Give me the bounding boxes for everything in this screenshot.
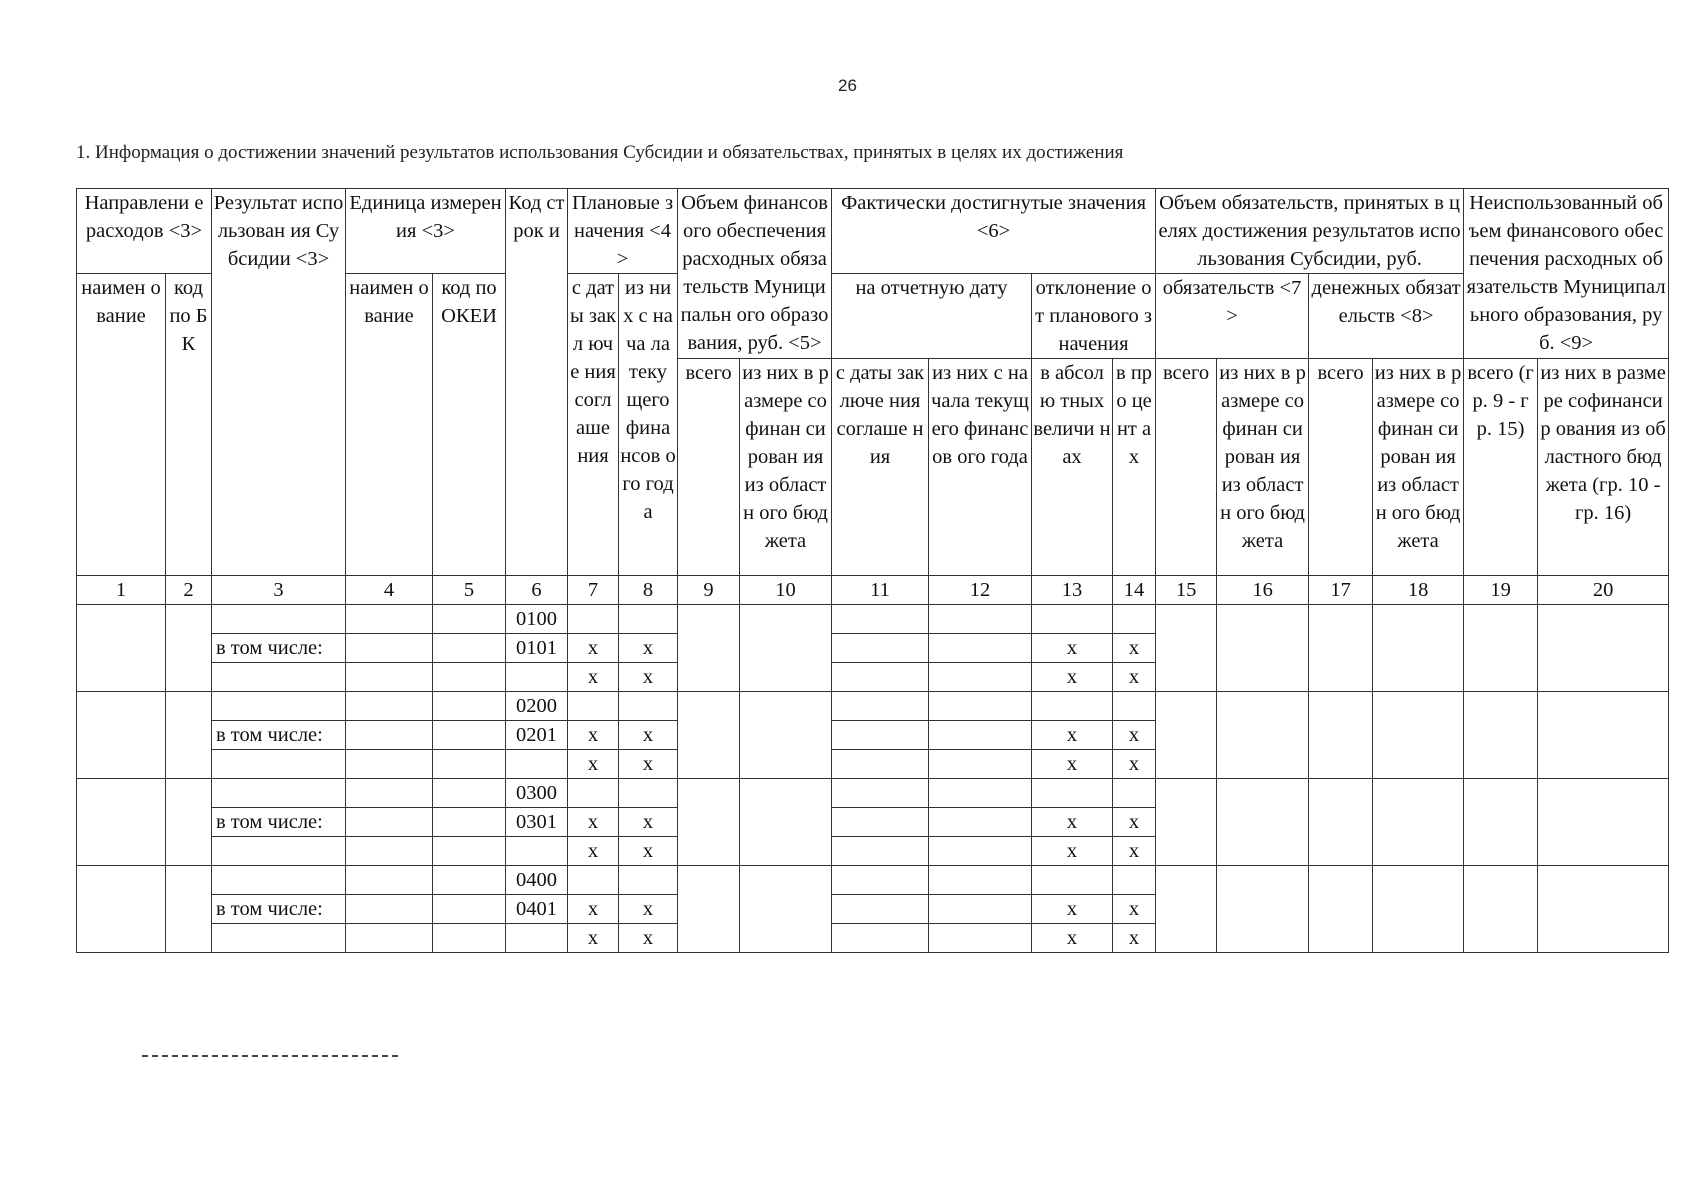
cell-result[interactable]: в том числе: — [212, 895, 346, 924]
cell-funding-total[interactable] — [678, 779, 740, 866]
header-deviation-abs: в абсолю тных величи нах — [1032, 359, 1113, 576]
cell-unit-okei[interactable] — [433, 895, 506, 924]
cell-unit-name[interactable] — [346, 924, 433, 953]
cell-planned-year[interactable]: x — [619, 750, 678, 779]
header-planned-year: из них с нача ла теку щего фина нсов ого года — [619, 274, 678, 576]
cell-unused-cofin[interactable] — [1538, 779, 1669, 866]
column-number: 20 — [1538, 576, 1669, 605]
cell-funding-total[interactable] — [678, 866, 740, 953]
cell-planned-year[interactable]: x — [619, 634, 678, 663]
cell-deviation-pct[interactable]: x — [1113, 721, 1156, 750]
cell-direction-name[interactable] — [77, 866, 166, 953]
cell-unit-okei[interactable] — [433, 663, 506, 692]
cell-planned-year[interactable] — [619, 779, 678, 808]
column-number-row — [77, 576, 1669, 605]
header-obligations: Объем обязательств, принятых в целях достижения результатов использования Субсидии, руб. — [1156, 189, 1464, 274]
header-unused-total: всего (гр. 9 - гр. 15) — [1464, 359, 1538, 576]
cell-deviation-pct[interactable] — [1113, 605, 1156, 634]
cell-funding-cofin[interactable] — [740, 605, 832, 692]
header-actual: Фактически достигнутые значения <6> — [832, 189, 1156, 274]
column-number: 12 — [929, 576, 1032, 605]
table-row — [77, 779, 1669, 808]
cell-actual-year[interactable] — [929, 721, 1032, 750]
cell-actual-year[interactable] — [929, 895, 1032, 924]
cell-unit-okei[interactable] — [433, 808, 506, 837]
section-title: 1. Информация о достижении значений результатов использования Субсидии и обязательствах, принятых в целях их достижения — [76, 142, 1124, 163]
cell-planned-year[interactable]: x — [619, 895, 678, 924]
results-table — [76, 188, 1669, 953]
header-unit-name: наимен ование — [346, 274, 433, 576]
cell-mon-cofin[interactable] — [1373, 605, 1464, 692]
cell-row-code[interactable]: 0201 — [506, 721, 568, 750]
cell-actual-year[interactable] — [929, 634, 1032, 663]
column-number: 5 — [433, 576, 506, 605]
cell-obl-cofin[interactable] — [1217, 866, 1309, 953]
cell-actual-agreement[interactable] — [832, 692, 929, 721]
cell-actual-year[interactable] — [929, 837, 1032, 866]
header-result: Результат использован ия Субсидии <3> — [212, 189, 346, 576]
header-funding-cofin: из них в размере софинан сирован ия из областн ого бюджета — [740, 359, 832, 576]
cell-result[interactable] — [212, 837, 346, 866]
column-number: 4 — [346, 576, 433, 605]
cell-unused-cofin[interactable] — [1538, 605, 1669, 692]
cell-deviation-abs[interactable] — [1032, 692, 1113, 721]
cell-funding-cofin[interactable] — [740, 779, 832, 866]
cell-unused-total[interactable] — [1464, 692, 1538, 779]
header-mon-cofin: из них в размере софинан сирован ия из областн ого бюджета — [1373, 359, 1464, 576]
cell-planned-year[interactable] — [619, 866, 678, 895]
cell-result[interactable] — [212, 692, 346, 721]
cell-actual-year[interactable] — [929, 924, 1032, 953]
cell-unit-name[interactable] — [346, 663, 433, 692]
column-number: 11 — [832, 576, 929, 605]
header-dir-code: код по БК — [166, 274, 212, 576]
cell-obl-total[interactable] — [1156, 866, 1217, 953]
cell-planned-year[interactable]: x — [619, 721, 678, 750]
table-row — [77, 866, 1669, 895]
cell-mon-total[interactable] — [1309, 692, 1373, 779]
cell-actual-agreement[interactable] — [832, 721, 929, 750]
cell-mon-total[interactable] — [1309, 866, 1373, 953]
cell-deviation-abs[interactable] — [1032, 866, 1113, 895]
cell-deviation-pct[interactable] — [1113, 692, 1156, 721]
cell-actual-year[interactable] — [929, 605, 1032, 634]
cell-deviation-abs[interactable] — [1032, 605, 1113, 634]
cell-deviation-abs[interactable]: x — [1032, 837, 1113, 866]
footnote-separator — [142, 1055, 398, 1057]
cell-unused-total[interactable] — [1464, 779, 1538, 866]
header-unused: Неиспользованный объем финансового обеспечения расходных обязательств Муниципального образования, руб. <9> — [1464, 189, 1669, 359]
cell-direction-name[interactable] — [77, 692, 166, 779]
cell-funding-total[interactable] — [678, 605, 740, 692]
header-unit: Единица измерения <3> — [346, 189, 506, 274]
cell-obl-cofin[interactable] — [1217, 605, 1309, 692]
cell-result[interactable]: в том числе: — [212, 721, 346, 750]
cell-unit-name[interactable] — [346, 750, 433, 779]
cell-actual-agreement[interactable] — [832, 837, 929, 866]
header-directions: Направлени е расходов <3> — [77, 189, 212, 274]
cell-unit-name[interactable] — [346, 779, 433, 808]
cell-unused-total[interactable] — [1464, 866, 1538, 953]
cell-deviation-pct[interactable]: x — [1113, 924, 1156, 953]
header-dir-name: наимен ование — [77, 274, 166, 576]
cell-unit-okei[interactable] — [433, 692, 506, 721]
cell-unit-name[interactable] — [346, 721, 433, 750]
cell-actual-agreement[interactable] — [832, 808, 929, 837]
table-row — [77, 692, 1669, 721]
header-planned: Плановые значения <4> — [568, 189, 678, 274]
column-number: 15 — [1156, 576, 1217, 605]
header-funding-total: всего — [678, 359, 740, 576]
cell-direction-code[interactable] — [166, 779, 212, 866]
cell-mon-cofin[interactable] — [1373, 779, 1464, 866]
cell-row-code[interactable] — [506, 750, 568, 779]
cell-direction-code[interactable] — [166, 605, 212, 692]
cell-obl-total[interactable] — [1156, 779, 1217, 866]
cell-mon-cofin[interactable] — [1373, 866, 1464, 953]
cell-mon-total[interactable] — [1309, 779, 1373, 866]
cell-deviation-pct[interactable] — [1113, 779, 1156, 808]
cell-deviation-abs[interactable]: x — [1032, 895, 1113, 924]
cell-deviation-pct[interactable] — [1113, 866, 1156, 895]
cell-result[interactable] — [212, 605, 346, 634]
cell-actual-agreement[interactable] — [832, 866, 929, 895]
cell-deviation-abs[interactable]: x — [1032, 924, 1113, 953]
cell-deviation-pct[interactable]: x — [1113, 895, 1156, 924]
cell-unit-okei[interactable] — [433, 924, 506, 953]
cell-deviation-abs[interactable] — [1032, 779, 1113, 808]
cell-unit-name[interactable] — [346, 605, 433, 634]
cell-direction-name[interactable] — [77, 779, 166, 866]
cell-unused-cofin[interactable] — [1538, 692, 1669, 779]
cell-obl-total[interactable] — [1156, 605, 1217, 692]
cell-planned-year[interactable] — [619, 605, 678, 634]
cell-actual-year[interactable] — [929, 866, 1032, 895]
cell-row-code[interactable] — [506, 837, 568, 866]
cell-deviation-abs[interactable]: x — [1032, 750, 1113, 779]
header-obl-cofin: из них в размере софинан сирован ия из областн ого бюджета — [1217, 359, 1309, 576]
column-number: 8 — [619, 576, 678, 605]
column-number: 13 — [1032, 576, 1113, 605]
cell-unit-okei[interactable] — [433, 779, 506, 808]
cell-actual-year[interactable] — [929, 692, 1032, 721]
cell-row-code[interactable]: 0200 — [506, 692, 568, 721]
page-number: 26 — [838, 76, 857, 95]
cell-row-code[interactable]: 0300 — [506, 779, 568, 808]
header-unit-okei: код по ОКЕИ — [433, 274, 506, 576]
cell-planned-year[interactable]: x — [619, 808, 678, 837]
cell-actual-year[interactable] — [929, 808, 1032, 837]
cell-row-code[interactable] — [506, 663, 568, 692]
column-number: 6 — [506, 576, 568, 605]
cell-planned-agreement[interactable]: x — [568, 924, 619, 953]
table-row — [77, 605, 1669, 634]
cell-unit-okei[interactable] — [433, 750, 506, 779]
cell-unit-okei[interactable] — [433, 721, 506, 750]
cell-result[interactable] — [212, 663, 346, 692]
cell-actual-agreement[interactable] — [832, 663, 929, 692]
header-obligations-monetary: денежных обязательств <8> — [1309, 274, 1464, 359]
cell-planned-agreement[interactable]: x — [568, 837, 619, 866]
cell-direction-code[interactable] — [166, 866, 212, 953]
cell-result[interactable] — [212, 779, 346, 808]
cell-planned-agreement[interactable]: x — [568, 750, 619, 779]
cell-direction-code[interactable] — [166, 692, 212, 779]
header-actual-on-date: на отчетную дату — [832, 274, 1032, 359]
cell-unit-okei[interactable] — [433, 634, 506, 663]
header-actual-year: из них с начала текущего финансов ого года — [929, 359, 1032, 576]
cell-obl-total[interactable] — [1156, 692, 1217, 779]
cell-actual-agreement[interactable] — [832, 634, 929, 663]
cell-result[interactable]: в том числе: — [212, 634, 346, 663]
cell-unit-okei[interactable] — [433, 837, 506, 866]
cell-funding-cofin[interactable] — [740, 866, 832, 953]
cell-unit-name[interactable] — [346, 808, 433, 837]
column-number: 2 — [166, 576, 212, 605]
header-row-code: Код строк и — [506, 189, 568, 576]
header-obligations-main: обязательств <7> — [1156, 274, 1309, 359]
cell-deviation-abs[interactable]: x — [1032, 808, 1113, 837]
column-number: 3 — [212, 576, 346, 605]
cell-unused-cofin[interactable] — [1538, 866, 1669, 953]
cell-row-code[interactable]: 0101 — [506, 634, 568, 663]
column-number: 19 — [1464, 576, 1538, 605]
column-number: 18 — [1373, 576, 1464, 605]
cell-actual-year[interactable] — [929, 779, 1032, 808]
cell-planned-agreement[interactable] — [568, 605, 619, 634]
column-number: 1 — [77, 576, 166, 605]
cell-result[interactable] — [212, 750, 346, 779]
cell-row-code[interactable]: 0100 — [506, 605, 568, 634]
cell-unit-okei[interactable] — [433, 866, 506, 895]
column-number: 16 — [1217, 576, 1309, 605]
cell-result[interactable] — [212, 866, 346, 895]
cell-funding-total[interactable] — [678, 692, 740, 779]
cell-deviation-pct[interactable]: x — [1113, 750, 1156, 779]
header-actual-agreement: с даты заключе ния соглаше ния — [832, 359, 929, 576]
cell-obl-cofin[interactable] — [1217, 779, 1309, 866]
column-number: 17 — [1309, 576, 1373, 605]
cell-deviation-pct[interactable]: x — [1113, 808, 1156, 837]
cell-planned-agreement[interactable]: x — [568, 808, 619, 837]
cell-unit-name[interactable] — [346, 837, 433, 866]
cell-planned-year[interactable] — [619, 692, 678, 721]
cell-planned-agreement[interactable]: x — [568, 721, 619, 750]
cell-planned-agreement[interactable] — [568, 692, 619, 721]
cell-deviation-abs[interactable]: x — [1032, 663, 1113, 692]
cell-actual-agreement[interactable] — [832, 924, 929, 953]
cell-deviation-abs[interactable]: x — [1032, 634, 1113, 663]
cell-mon-cofin[interactable] — [1373, 692, 1464, 779]
cell-deviation-abs[interactable]: x — [1032, 721, 1113, 750]
header-funding: Объем финансового обеспечения расходных обязательств Муниципальн ого образования, руб. <5> — [678, 189, 832, 359]
cell-row-code[interactable]: 0401 — [506, 895, 568, 924]
header-unused-cofin: из них в размере софинансир ования из областного бюджета (гр. 10 - гр. 16) — [1538, 359, 1669, 576]
column-number: 9 — [678, 576, 740, 605]
header-deviation-pct: в про цент ах — [1113, 359, 1156, 576]
cell-unused-total[interactable] — [1464, 605, 1538, 692]
cell-unit-name[interactable] — [346, 866, 433, 895]
cell-planned-agreement[interactable]: x — [568, 663, 619, 692]
cell-actual-year[interactable] — [929, 750, 1032, 779]
cell-planned-year[interactable]: x — [619, 837, 678, 866]
cell-deviation-pct[interactable]: x — [1113, 663, 1156, 692]
cell-planned-agreement[interactable]: x — [568, 634, 619, 663]
data-rows — [77, 605, 1669, 953]
cell-row-code[interactable]: 0301 — [506, 808, 568, 837]
cell-obl-cofin[interactable] — [1217, 692, 1309, 779]
cell-result[interactable]: в том числе: — [212, 808, 346, 837]
cell-actual-agreement[interactable] — [832, 779, 929, 808]
cell-actual-agreement[interactable] — [832, 895, 929, 924]
cell-planned-year[interactable]: x — [619, 924, 678, 953]
cell-row-code[interactable] — [506, 924, 568, 953]
column-number: 10 — [740, 576, 832, 605]
cell-deviation-pct[interactable]: x — [1113, 837, 1156, 866]
header-obl-total: всего — [1156, 359, 1217, 576]
cell-direction-name[interactable] — [77, 605, 166, 692]
cell-unit-name[interactable] — [346, 692, 433, 721]
header-deviation: отклонение от планового значения — [1032, 274, 1156, 359]
cell-actual-agreement[interactable] — [832, 750, 929, 779]
cell-deviation-pct[interactable]: x — [1113, 634, 1156, 663]
cell-funding-cofin[interactable] — [740, 692, 832, 779]
header-planned-agreement: с даты закл юче ния согл аше ния — [568, 274, 619, 576]
cell-planned-agreement[interactable]: x — [568, 895, 619, 924]
cell-unit-name[interactable] — [346, 634, 433, 663]
header-mon-total: всего — [1309, 359, 1373, 576]
cell-unit-okei[interactable] — [433, 605, 506, 634]
cell-result[interactable] — [212, 924, 346, 953]
cell-mon-total[interactable] — [1309, 605, 1373, 692]
cell-actual-agreement[interactable] — [832, 605, 929, 634]
column-number: 14 — [1113, 576, 1156, 605]
cell-planned-agreement[interactable] — [568, 779, 619, 808]
cell-unit-name[interactable] — [346, 895, 433, 924]
column-number: 7 — [568, 576, 619, 605]
cell-planned-agreement[interactable] — [568, 866, 619, 895]
cell-planned-year[interactable]: x — [619, 663, 678, 692]
cell-row-code[interactable]: 0400 — [506, 866, 568, 895]
cell-actual-year[interactable] — [929, 663, 1032, 692]
